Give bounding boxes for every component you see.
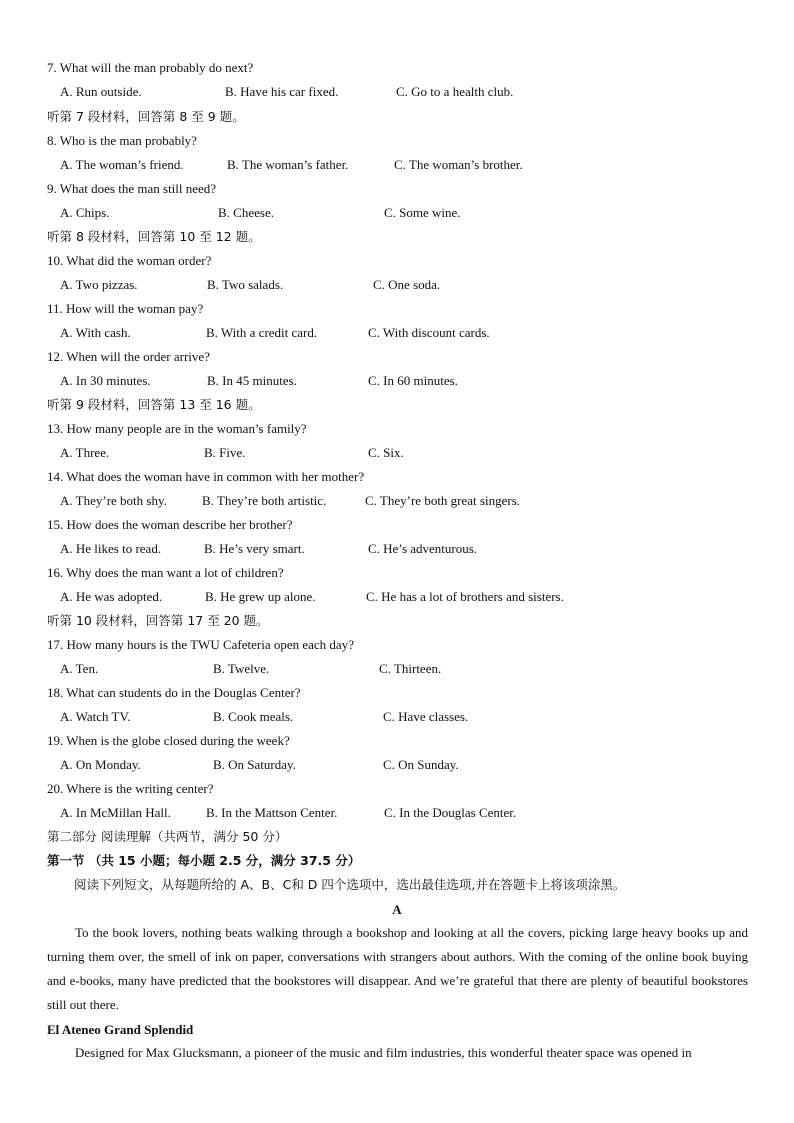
option-10a: A. Two pizzas.: [60, 277, 138, 292]
question-15: 15. How does the woman describe her brother?: [47, 517, 293, 532]
option-16c: C. He has a lot of brothers and sisters.: [366, 589, 564, 604]
option-19a: A. On Monday.: [60, 757, 141, 772]
passage-letter: A: [392, 902, 402, 917]
option-16b: B. He grew up alone.: [205, 589, 316, 604]
option-18b: B. Cook meals.: [213, 709, 294, 724]
option-18c: C. Have classes.: [383, 709, 469, 724]
question-12: 12. When will the order arrive?: [47, 349, 210, 364]
option-12c: C. In 60 minutes.: [368, 373, 458, 388]
option-15a: A. He likes to read.: [60, 541, 162, 556]
option-20c: C. In the Douglas Center.: [384, 805, 517, 820]
option-13b: B. Five.: [204, 445, 246, 460]
option-11b: B. With a credit card.: [206, 325, 318, 340]
instruction-segment-10: 听第 10 段材料，回答第 17 至 20 题。: [47, 613, 269, 628]
option-11a: A. With cash.: [60, 325, 131, 340]
option-17c: C. Thirteen.: [379, 661, 442, 676]
option-7a: A. Run outside.: [60, 84, 142, 99]
question-9: 9. What does the man still need?: [47, 181, 217, 196]
passage-subheading: El Ateneo Grand Splendid: [47, 1022, 194, 1037]
option-7b: B. Have his car fixed.: [225, 84, 339, 99]
option-15b: B. He’s very smart.: [204, 541, 305, 556]
option-8b: B. The woman’s father.: [227, 157, 349, 172]
question-16: 16. Why does the man want a lot of children?: [47, 565, 284, 580]
option-17a: A. Ten.: [60, 661, 99, 676]
option-12a: A. In 30 minutes.: [60, 373, 151, 388]
option-13c: C. Six.: [368, 445, 404, 460]
option-9c: C. Some wine.: [384, 205, 461, 220]
option-8c: C. The woman’s brother.: [394, 157, 523, 172]
option-18a: A. Watch TV.: [60, 709, 131, 724]
option-19b: B. On Saturday.: [213, 757, 296, 772]
option-20a: A. In McMillan Hall.: [60, 805, 171, 820]
instruction-segment-9: 听第 9 段材料，回答第 13 至 16 题。: [47, 397, 261, 412]
question-19: 19. When is the globe closed during the week?: [47, 733, 290, 748]
option-8a: A. The woman’s friend.: [60, 157, 184, 172]
question-7: 7. What will the man probably do next?: [47, 60, 254, 75]
question-8: 8. Who is the man probably?: [47, 133, 197, 148]
part2-title: 第二部分 阅读理解（共两节，满分 50 分）: [47, 829, 288, 844]
option-9b: B. Cheese.: [218, 205, 274, 220]
question-14: 14. What does the woman have in common with her mother?: [47, 469, 365, 484]
option-16a: A. He was adopted.: [60, 589, 163, 604]
question-10: 10. What did the woman order?: [47, 253, 212, 268]
option-12b: B. In 45 minutes.: [207, 373, 297, 388]
option-10c: C. One soda.: [373, 277, 441, 292]
option-17b: B. Twelve.: [213, 661, 270, 676]
option-11c: C. With discount cards.: [368, 325, 490, 340]
option-10b: B. Two salads.: [207, 277, 284, 292]
question-17: 17. How many hours is the TWU Cafeteria open each day?: [47, 637, 354, 652]
option-14b: B. They’re both artistic.: [202, 493, 327, 508]
option-13a: A. Three.: [60, 445, 110, 460]
option-14a: A. They’re both shy.: [60, 493, 167, 508]
reading-directions: 阅读下列短文，从每题所给的 A、B、C和 D 四个选项中，选出最佳选项,并在答题卡上将该项涂黑。: [74, 877, 626, 892]
option-9a: A. Chips.: [60, 205, 110, 220]
instruction-segment-7: 听第 7 段材料，回答第 8 至 9 题。: [47, 109, 245, 124]
passage-paragraph-2: Designed for Max Glucksmann, a pioneer of the music and film industries, this wonderful theater space was opened in: [75, 1045, 692, 1060]
option-19c: C. On Sunday.: [383, 757, 459, 772]
instruction-segment-8: 听第 8 段材料，回答第 10 至 12 题。: [47, 229, 261, 244]
option-7c: C. Go to a health club.: [396, 84, 514, 99]
passage-paragraph-1: To the book lovers, nothing beats walking through a bookshop and looking at all the covers, picking large heavy books up and turning them over, the smell of ink on paper, conversations with strangers about authors. With the coming of the online book buying and e-books, many have predicted that the bookstores will disappear. And we’re grateful that there are plenty of beautiful bookstores still out there.: [47, 925, 748, 1012]
option-20b: B. In the Mattson Center.: [206, 805, 338, 820]
question-11: 11. How will the woman pay?: [47, 301, 204, 316]
option-15c: C. He’s adventurous.: [368, 541, 478, 556]
question-18: 18. What can students do in the Douglas Center?: [47, 685, 301, 700]
option-14c: C. They’re both great singers.: [365, 493, 520, 508]
question-13: 13. How many people are in the woman’s family?: [47, 421, 307, 436]
question-20: 20. Where is the writing center?: [47, 781, 214, 796]
section1-heading: 第一节 （共 15 小题；每小题 2.5 分，满分 37.5 分）: [47, 853, 361, 868]
